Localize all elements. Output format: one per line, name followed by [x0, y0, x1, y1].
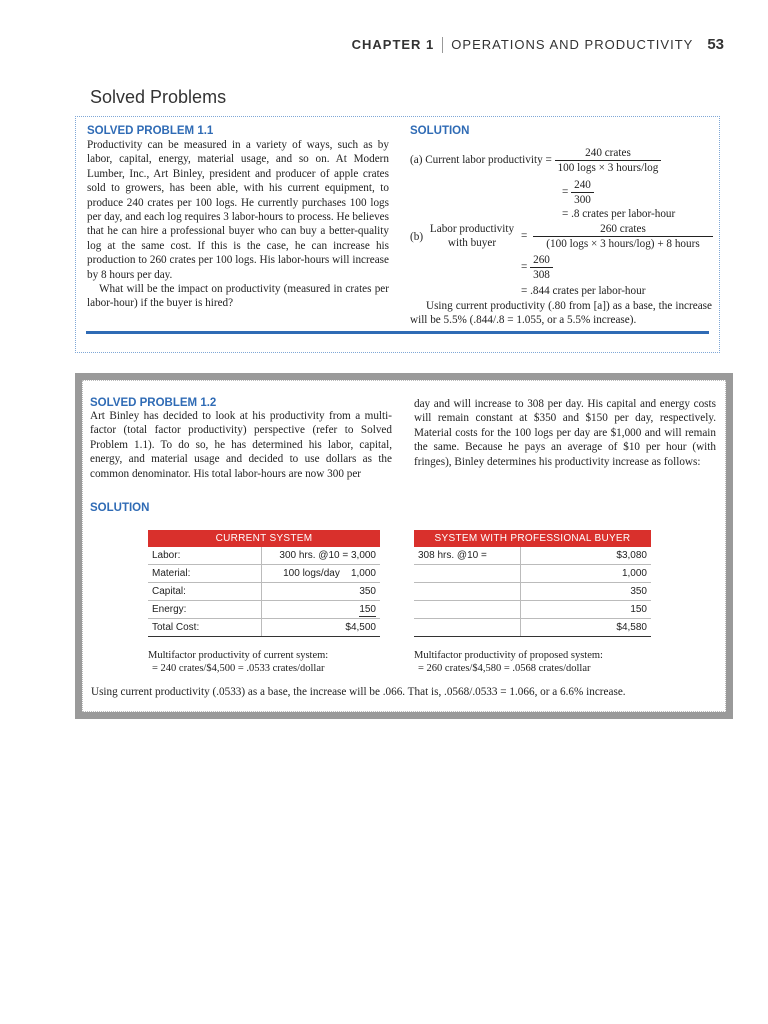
row-detail	[414, 583, 521, 601]
sp12-para-right: day and will increase to 308 per day. His capital and energy costs will remain constant at $350 and $150 per day, respectively. Material costs for the 100 logs per day are $1,000 and will remain the same. Because he pays an average of $10 per hour (with fringes), Binley determines his productivity increase as follows:	[414, 398, 716, 468]
row-label: Capital:	[148, 583, 262, 601]
sp11-para1: Productivity can be measured in a variety of ways, such as by labor, capital, energy, material usage, and so on. At Modern Lumber, Inc., Art Binley, president and producer of apple crates sold to growers, has been able, with his current equipment, to produce 240 crates per 100 logs. He currently purchases 100 logs per day, and each log requires 3 labor-hours to process. He believes that he can hire a professional buyer who can buy a better-quality log at the same cost. If this is the case, he can increase his production to 260 crates per 100 logs. His labor-hours will increase by 8 hours per day.	[87, 139, 389, 281]
note-line: = 240 crates/$4,500 = .0533 crates/dollar	[152, 663, 325, 674]
fraction-denominator: 300	[574, 194, 591, 206]
row-detail	[414, 565, 521, 583]
sp11-para2: What will be the impact on productivity (measured in crates per labor-hour) if the buyer is hired?	[87, 283, 389, 310]
table-row	[414, 601, 651, 619]
row-amount: 150	[521, 601, 652, 619]
row-amount: 350	[262, 583, 381, 601]
part-a-result: = .8 crates per labor-hour	[562, 208, 676, 220]
sp12-para-left: Art Binley has decided to look at his productivity from a multi-factor (total factor productivity) perspective (refer to Solved Problem 1.1). To do so, he has determined his labor, capital, energy, and material usage and decided to use dollars as the common denominator. His total labor-hours are now 300 per	[90, 410, 392, 480]
sp11-heading: SOLVED PROBLEM 1.1	[87, 125, 214, 137]
table-row	[414, 619, 651, 637]
row-detail: 308 hrs. @10 =	[414, 547, 521, 565]
equals-sign: =	[521, 261, 528, 274]
note-line: = 260 crates/$4,580 = .0568 crates/dollar	[418, 663, 591, 674]
sp12-solution-heading: SOLUTION	[90, 502, 150, 514]
fraction-denominator: 100 logs × 3 hours/log	[557, 162, 659, 174]
table-row	[414, 565, 651, 583]
row-value	[262, 565, 381, 583]
part-b-fraction	[533, 222, 713, 251]
section-label: OPERATIONS AND PRODUCTIVITY	[451, 37, 694, 52]
row-label: Material:	[148, 565, 262, 583]
proposed-system-table	[414, 530, 651, 637]
part-b-text-line2: with buyer	[447, 237, 497, 249]
sp11-part-a	[410, 146, 661, 175]
header-divider	[442, 37, 443, 53]
current-system-note	[148, 649, 328, 675]
blue-rule	[86, 331, 709, 334]
row-detail: 300 hrs. @10 = 3,000	[262, 547, 381, 565]
row-amount: 350	[521, 583, 652, 601]
row-detail: 100 logs/day	[283, 568, 340, 579]
row-label: Total Cost:	[148, 619, 262, 637]
note-line: Multifactor productivity of current system:	[148, 650, 329, 661]
part-b-fraction-2	[530, 253, 553, 282]
part-a-fraction-2	[571, 178, 594, 207]
equals-sign: =	[521, 230, 528, 242]
part-b-label: (b)	[410, 231, 424, 243]
current-system-table	[148, 530, 380, 637]
row-amount: $3,080	[521, 547, 652, 565]
page-number: 53	[707, 36, 724, 53]
part-a-fraction	[555, 146, 662, 175]
section-title: Solved Problems	[90, 87, 227, 107]
sp11-solution-heading: SOLUTION	[410, 125, 470, 137]
fraction-numerator: 260 crates	[533, 222, 713, 237]
chapter-label: CHAPTER 1	[351, 37, 435, 52]
table-title: SYSTEM WITH PROFESSIONAL BUYER	[414, 530, 651, 547]
sp11-conclusion: Using current productivity (.80 from [a]) as a base, the increase will be 5.5% (.844/.8 = 1.055, or a 5.5% increase).	[410, 300, 712, 327]
table-row	[414, 547, 651, 565]
row-label: Labor:	[148, 547, 262, 565]
table-row	[148, 565, 380, 583]
equals-sign: =	[562, 186, 569, 199]
table-row	[148, 619, 380, 637]
row-amount: 1,000	[350, 568, 376, 579]
part-b-text-line1: Labor productivity	[429, 223, 515, 235]
fraction-denominator: (100 logs × 3 hours/log) + 8 hours	[546, 238, 700, 250]
proposed-system-note	[414, 649, 603, 675]
fraction-denominator: 308	[533, 269, 550, 281]
fraction-numerator: 240	[571, 178, 594, 193]
row-detail	[414, 619, 521, 637]
sp11-part-a-step2	[562, 178, 594, 207]
part-a-label: (a)	[410, 154, 423, 167]
sp11-problem-text	[87, 138, 389, 311]
table-row	[148, 583, 380, 601]
running-header	[352, 36, 724, 53]
part-b-result: = .844 crates per labor-hour	[521, 285, 646, 297]
row-amount: $4,580	[521, 619, 652, 637]
sp11-part-b-step2	[521, 253, 553, 282]
part-a-text: Current labor productivity =	[425, 154, 552, 167]
fraction-numerator: 240 crates	[555, 146, 662, 161]
table-title: CURRENT SYSTEM	[148, 530, 380, 547]
row-detail	[414, 601, 521, 619]
sp12-conclusion: Using current productivity (.0533) as a base, the increase will be .066. That is, .0568/.0533 = 1.066, or a 6.6% increase.	[91, 686, 626, 698]
row-amount: 150	[359, 604, 376, 615]
row-label: Energy:	[148, 601, 262, 619]
fraction-numerator: 260	[530, 253, 553, 268]
part-b-text	[424, 222, 520, 250]
sp12-heading: SOLVED PROBLEM 1.2	[90, 397, 217, 409]
row-amount: 1,000	[521, 565, 652, 583]
row-amount: $4,500	[262, 619, 381, 637]
table-row	[148, 547, 380, 565]
table-row	[148, 601, 380, 619]
row-value	[262, 601, 381, 619]
note-line: Multifactor productivity of proposed system:	[414, 650, 603, 661]
table-row	[414, 583, 651, 601]
